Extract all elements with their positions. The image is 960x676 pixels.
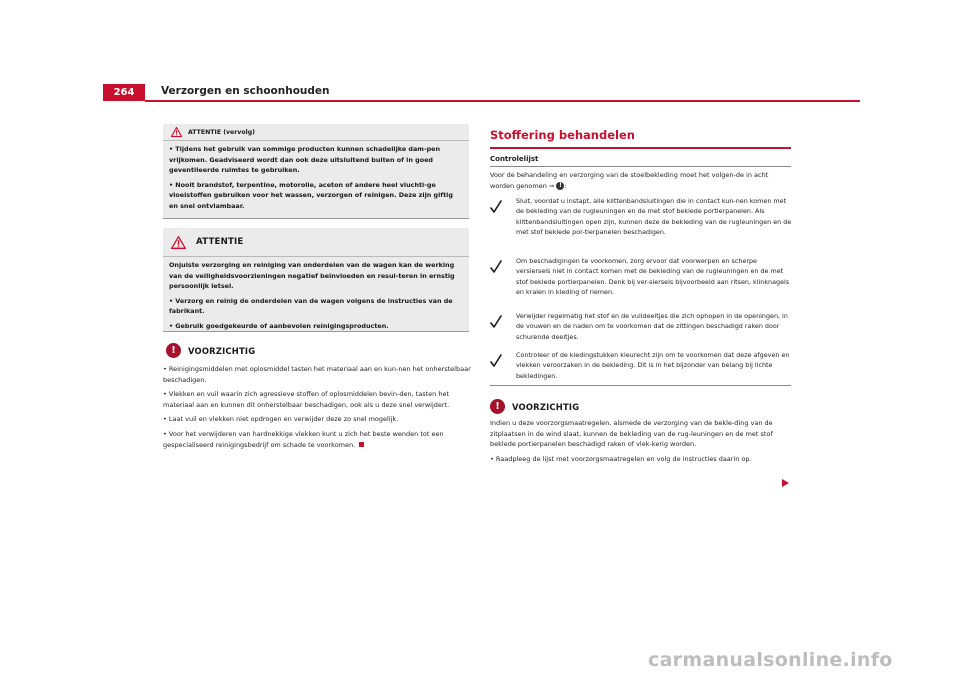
checklist-text: Om beschadigingen te voorkomen, zorg ervoor dat voorwerpen en scherpe versiersels niet in contact komen met de bekleding van de rugleuningen en de met stof beklede portierpanelen. Denk bij ver-siersels bijvoorbeeld aan ritsen, klinknagels en kralen in kleding of riemen. (516, 257, 790, 297)
watermark: carmanualsonline.info (648, 649, 893, 671)
warning-triangle-icon (171, 236, 186, 249)
checklist-item (490, 350, 793, 381)
checkmark-icon (490, 256, 516, 298)
notice-text (490, 418, 793, 468)
caution-paragraph: Onjuiste verzorging en reiniging van onderdelen van de wagen kan de werking van de veiligheidsvoorzieningen negatief beïnvloeden en resul-teren in ernstig persoonlijk letsel. (169, 261, 455, 291)
intro-text-body: Voor de behandeling en verzorging van de stoelbekleding moet het volgen-de in acht worden genomen ⇒ (490, 171, 769, 190)
exclamation-circle-icon: ! (490, 399, 505, 414)
notice-title: VOORZICHTIG (512, 401, 580, 412)
caution-continued-paragraph: • Nooit brandstof, terpentine, motorolie, aceton of andere heel vluchti-ge vloeistoffen gebruiken voor het wassen, verzorgen of reinigen. Deze zijn giftig en snel ontvlambaar. (169, 180, 453, 210)
checkmark-icon (490, 311, 516, 342)
caution-box (163, 228, 469, 332)
caution-title: ATTENTIE (196, 237, 244, 247)
page-number: 264 (103, 84, 145, 101)
notice-paragraph: • Raadpleeg de lijst met voorzorgsmaatregelen en volg de instructies daarin op. (490, 454, 752, 463)
checklist-item (490, 196, 793, 238)
notice-ref-icon: ! (556, 182, 564, 190)
notice-paragraph: • Vlekken en vuil waarin zich agressieve stoffen of oplosmiddelen bevin-den, tasten het materiaal aan en kunnen dit onherstelbaar beschadigen, ook als u deze snel verwijdert. (163, 390, 450, 409)
checklist-item (490, 311, 793, 342)
notice-text (163, 364, 473, 454)
intro-text (490, 170, 792, 191)
warning-triangle-icon (171, 127, 182, 137)
notice-header (166, 343, 255, 358)
caution-continued-title: ATTENTIE (vervolg) (188, 128, 255, 136)
checklist-end-rule (490, 385, 791, 386)
notice-paragraph: • Reinigingsmiddelen met oplosmiddel tasten het materiaal aan en kun-nen het onherstelbaar beschadigen. (163, 365, 471, 384)
checklist-text: Sluit, voordat u instapt, alle klittenbandsluitingen die in contact kun-nen komen met de bekleding van de rugleuningen en de met stof beklede portierpanelen. Als klittenbandsluitingen open zijn, kunnen deze de bekleding van de rugleuningen en de met stof beklede por-tierpanelen beschadigen. (516, 197, 792, 237)
checkmark-icon (490, 350, 516, 381)
caution-header (163, 228, 469, 257)
section-rule (490, 147, 791, 149)
caution-paragraph: • Gebruik goedgekeurde of aanbevolen reinigingsproducten. (169, 321, 389, 330)
notice-header (490, 399, 579, 414)
header-rule (145, 100, 860, 102)
subsection-rule (490, 166, 791, 167)
caution-paragraph: • Verzorg en reinig de onderdelen van de wagen volgens de instructies van de fabrikant. (169, 296, 453, 316)
continue-arrow-icon (782, 479, 789, 487)
notice-paragraph-last (163, 429, 473, 450)
chapter-title: Verzorgen en schoonhouden (161, 85, 330, 97)
notice-title: VOORZICHTIG (188, 345, 256, 356)
notice-paragraph: • Laat vuil en vlekken niet opdrogen en verwijder deze zo snel mogelijk. (163, 415, 399, 424)
subsection-title: Controlelijst (490, 155, 539, 163)
checklist-text: Controleer of de kledingstukken kleurecht zijn om te voorkomen dat deze afgeven en vlekken veroorzaken in de bekleding. Dit is in het bijzonder van belang bij lichte bekledingen. (516, 351, 790, 380)
checkmark-icon (490, 196, 516, 238)
exclamation-circle-icon: ! (166, 343, 181, 358)
checklist-item (490, 256, 793, 298)
section-title: Stoffering behandelen (490, 128, 635, 142)
caution-continued-box (163, 124, 469, 219)
caution-continued-header (163, 124, 469, 141)
caution-continued-paragraph: • Tijdens het gebruik van sommige producten kunnen schadelijke dam-pen vrijkomen. Geadviseerd wordt dan ook deze uitsluitend buiten of in goed geventileerde ruimtes te gebruiken. (169, 145, 441, 175)
notice-paragraph: Indien u deze voorzorgsmaatregelen, alsmede de verzorging van de bekle-ding van de zitplaatsen in de wind slaat, kunnen de bekleding van de rug-leuningen en de met stof beklede portierpanelen beschadigd raken of vlek-kerig worden. (490, 419, 773, 449)
intro-suffix: : (564, 181, 567, 190)
section-end-icon (359, 442, 364, 447)
notice-paragraph: • Voor het verwijderen van hardnekkige vlekken kunt u zich het beste wenden tot een gespecialiseerd reinigingsbedrijf om schade te voorkomen. (163, 429, 444, 449)
checklist-text: Verwijder regelmatig het stof en de vuildeeltjes die zich ophopen in de openingen, in de vouwen en de naden om te voorkomen dat de zittingen beschadigd raken door schurende deeltjes. (516, 312, 788, 341)
